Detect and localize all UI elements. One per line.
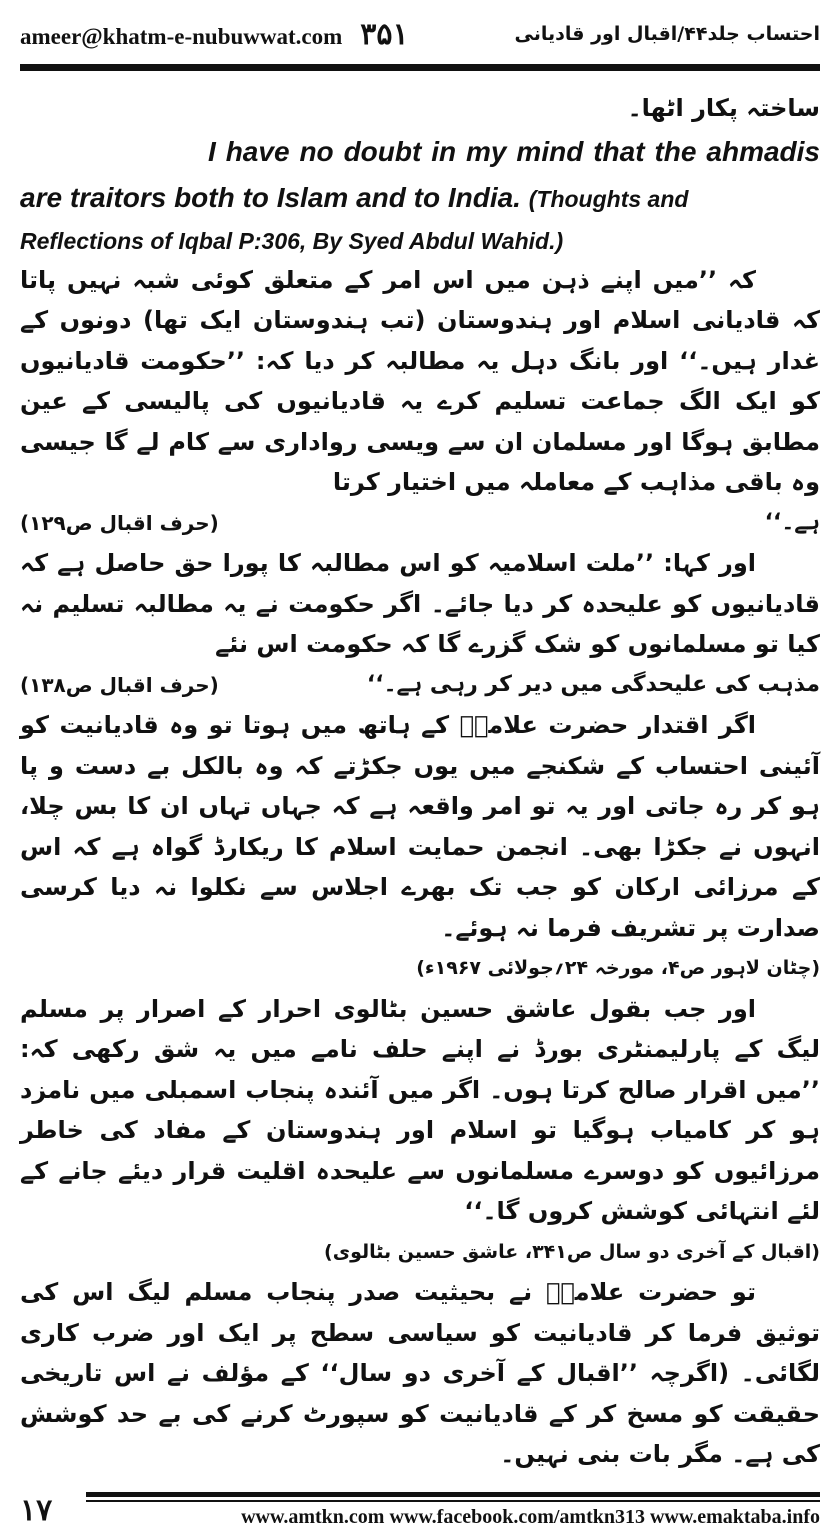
- footer-links: www.amtkn.com www.facebook.com/amtkn313 www.emaktaba.info: [241, 1506, 820, 1528]
- reference-3: (چٹان لاہور ص۴، مورخہ ۲۴؍جولائی ۱۹۶۷ء): [416, 957, 820, 979]
- paragraph-1: کہ ’’میں اپنے ذہن میں اس امر کے متعلق کوئی شبہ نہیں پاتا کہ قادیانی اسلام اور ہندوستان (تب ہندوستان ایک تھا) دونوں کے غدار ہیں۔‘‘ اور بانگ دہل یہ مطالبہ کر دیا کہ: ’’حکومت قادیانیوں کو ایک الگ جماعت تسلیم کرے یہ قادیانیوں کی پالیسی کے عین مطابق ہوگا اور مسلمان ان سے ویسی رواداری سے کام لے گا جیسی وہ باقی مذاہب کے معاملہ میں اختیار کرتا: [20, 265, 820, 496]
- english-source-start: (Thoughts and: [528, 185, 689, 212]
- footer-rule-thick: [86, 1492, 820, 1497]
- header-email: ameer@khatm-e-nubuwwat.com: [20, 23, 343, 49]
- paragraph-2: اور کہا: ’’ملت اسلامیہ کو اس مطالبہ کا پورا حق حاصل ہے کہ قادیانیوں کو علیحدہ کر دیا جائے۔ اگر حکومت نے یہ مطالبہ تسلیم نہ کیا تو مسلمانوں کو شک گزرے گا کہ حکومت اس نئے: [20, 549, 820, 658]
- citation-2: (حرف اقبال ص۱۳۸): [20, 672, 219, 697]
- header-rule: [20, 64, 820, 71]
- citation-line-2: [20, 665, 820, 706]
- paragraph-1-end: ہے۔‘‘: [764, 509, 820, 535]
- paragraph-2-end: مذہب کی علیحدگی میں دیر کر رہی ہے۔‘‘: [366, 671, 820, 697]
- reference-4: (اقبال کے آخری دو سال ص۳۴۱، عاشق حسین بٹالوی): [324, 1240, 820, 1263]
- page-footer: [20, 1490, 820, 1532]
- footer-page-number: ۱۷: [20, 1493, 53, 1528]
- citation-line-1: [20, 503, 820, 544]
- english-quote-text: I have no doubt in my mind that the ahmadis are traitors both to Islam and to India.: [20, 135, 820, 213]
- paragraph-3: اگر اقتدار حضرت علامہؒ کے ہاتھ میں ہوتا تو وہ قادیانیت کو آئینی احتساب کے شکنجے میں یوں جکڑتے کہ وہ بالکل بے دست و پا ہو کر رہ جاتی اور یہ تو امر واقعہ ہے کہ جہاں تہاں ان کا بس چلا، انہوں نے جکڑا بھی۔ انجمن حمایت اسلام کا ریکارڈ گواہ ہے کہ اس کے مرزائی ارکان کو جب تک بھرے اجلاس سے نکلوا نہ دیا کرسی صدارت پر تشریف فرما نہ ہوئے۔: [20, 711, 820, 942]
- paragraph-4: اور جب بقول عاشق حسین بٹالوی احرار کے اصرار پر مسلم لیگ کے پارلیمنٹری بورڈ نے اپنے حلف نامے میں یہ شق رکھی کہ: ’’میں اقرار صالح کرتا ہوں۔ اگر میں آئندہ پنجاب اسمبلی میں نامزد ہو کر کامیاب ہوگیا تو اسلام اور ہندوستان کے مفاد کی خاطر مرزائیوں کو دوسرے مسلمانوں سے علیحدہ اقلیت قرار دیئے جانے کے لئے انتہائی کوشش کروں گا۔‘‘: [20, 994, 820, 1225]
- citation-1: (حرف اقبال ص۱۲۹): [20, 510, 219, 535]
- english-quote: [20, 129, 820, 222]
- footer-rule-thin: [86, 1500, 820, 1502]
- header-left: [20, 17, 409, 52]
- header-page-number: ۳۵۱: [360, 16, 409, 52]
- header-book-title: احتساب جلد۴۴/اقبال اور قادیانی: [514, 23, 820, 45]
- intro-line: ساختہ پکار اٹھا۔: [627, 94, 820, 122]
- paragraph-5: تو حضرت علامہؒ نے بحیثیت صدر پنجاب مسلم لیگ اس کی توثیق فرما کر قادیانیت کو سیاسی سطح پر ایک اور ضرب کاری لگائی۔ (اگرچہ ’’اقبال کے آخری دو سال‘‘ کے مؤلف نے اس تاریخی حقیقت کو مسخ کر کے قادیانیت کو سپورٹ کرنے کی بے حد کوشش کی ہے۔ مگر بات بنی نہیں۔: [20, 1278, 820, 1468]
- english-source: Reflections of Iqbal P:306, By Syed Abdul Wahid.): [20, 227, 564, 254]
- page-header: [20, 12, 820, 56]
- page-body: [20, 88, 820, 1475]
